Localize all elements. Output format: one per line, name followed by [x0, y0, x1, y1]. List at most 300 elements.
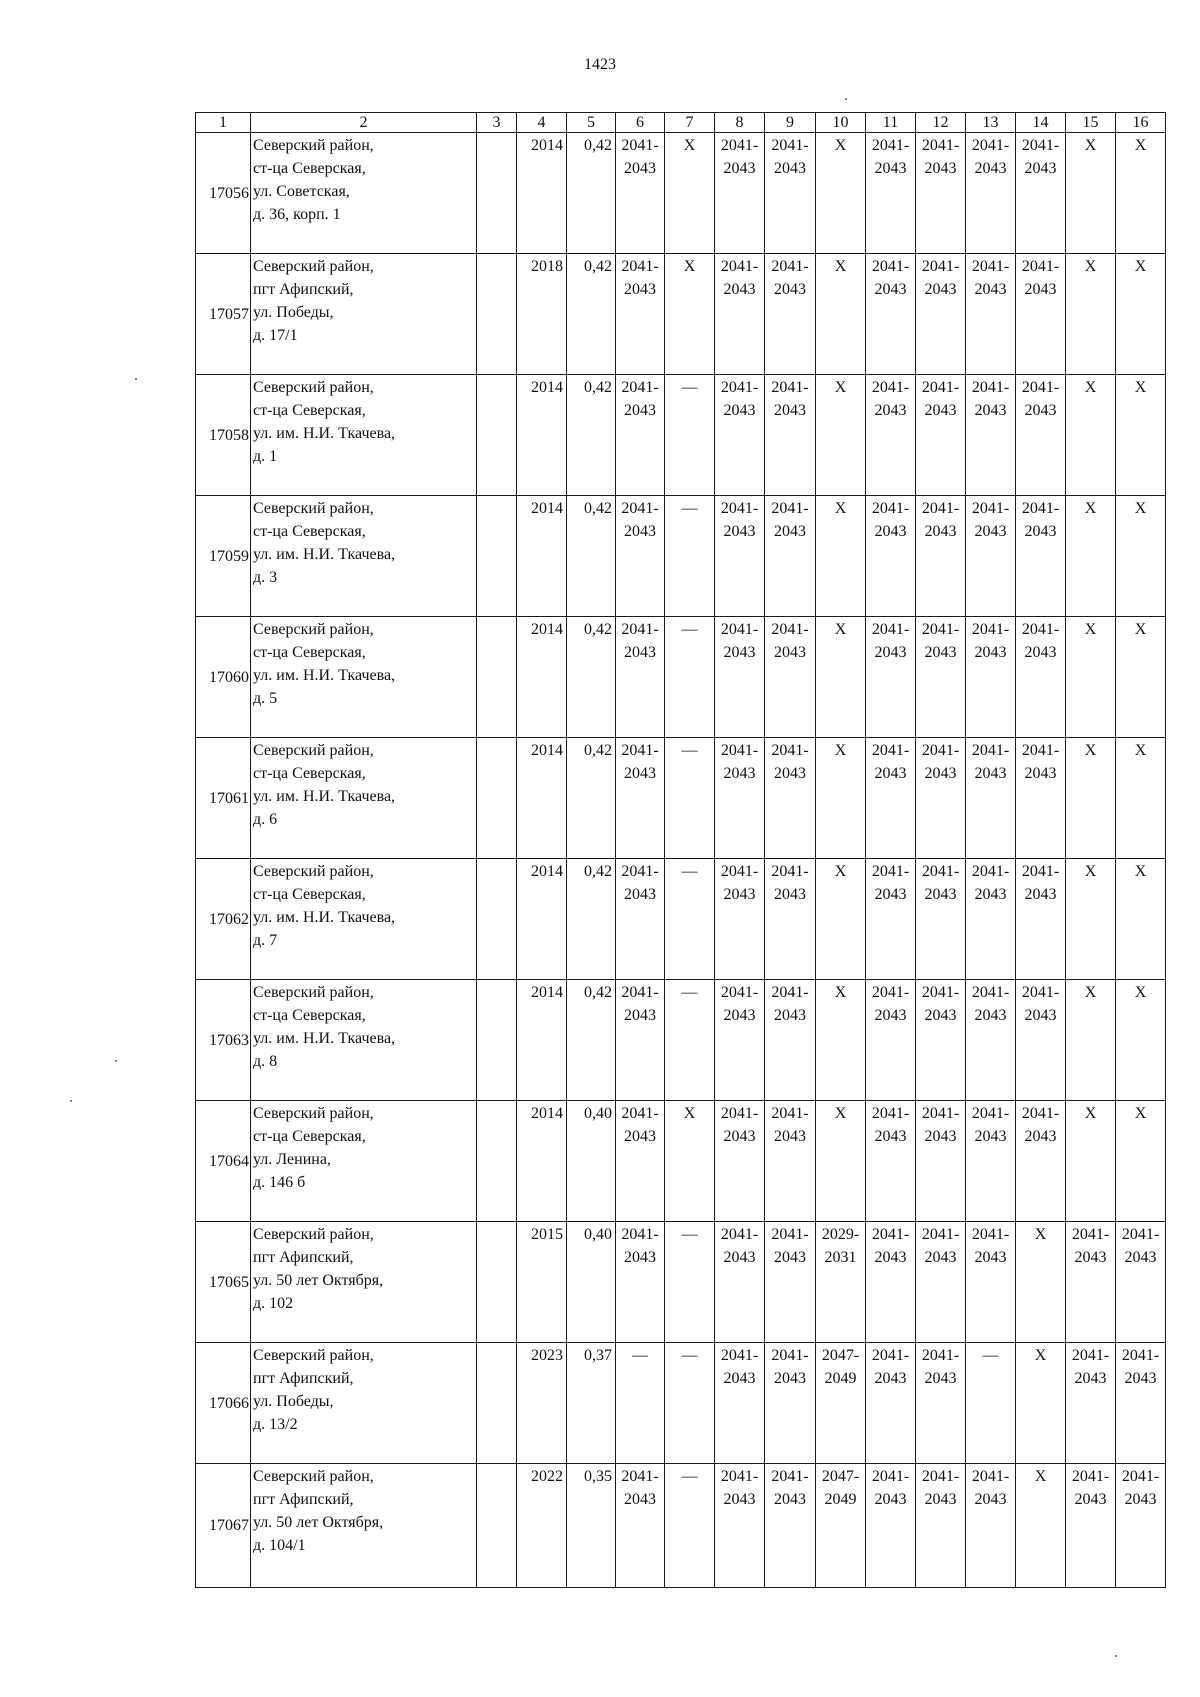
address-line: пгт Афипский,: [253, 1249, 354, 1266]
cell-col-10: [816, 617, 866, 738]
cell-value: 2041-: [871, 258, 910, 275]
cell-value: X: [1084, 863, 1097, 880]
cell-col-10: [816, 738, 866, 859]
cell-value: 2041-: [621, 379, 659, 396]
table-row: [196, 1101, 1166, 1222]
cell-col-15: [1066, 980, 1116, 1101]
cell-col-7: [665, 1343, 715, 1464]
cell-value: 2043: [974, 644, 1007, 661]
cell-col-12: [916, 859, 966, 980]
address-line: Северский район,: [253, 863, 374, 880]
cell-value: 2041-: [921, 137, 960, 154]
cell-value: 2043: [924, 886, 957, 903]
cell-col-4: 2015: [517, 1222, 567, 1343]
cell-col-12: [916, 254, 966, 375]
cell-value: 2043: [1124, 1370, 1157, 1387]
cell-value: 2041-: [871, 863, 910, 880]
address-line: д. 102: [253, 1295, 294, 1312]
cell-col-13: [966, 1222, 1016, 1343]
cell-value: 2043: [774, 644, 806, 661]
address-cell: [251, 1343, 477, 1464]
cell-value: 2041-: [720, 1468, 759, 1485]
cell-col-4: 2014: [517, 617, 567, 738]
cell-col-16: [1116, 980, 1166, 1101]
cell-value: X: [1134, 379, 1147, 396]
cell-value: 2043: [624, 523, 656, 540]
cell-value: 2041-: [621, 984, 659, 1001]
cell-value: X: [1084, 742, 1097, 759]
address-line: д. 5: [253, 690, 278, 707]
cell-col-4: 2023: [517, 1343, 567, 1464]
cell-value: 2041-: [971, 863, 1010, 880]
cell-col-11: [866, 1222, 916, 1343]
cell-value: 2041-: [921, 1347, 960, 1364]
cell-col-8: [715, 859, 765, 980]
cell-col-13: [966, 1343, 1016, 1464]
cell-value: 2043: [624, 1249, 656, 1266]
cell-col-3: [477, 738, 517, 859]
cell-value: 2041-: [1071, 1226, 1110, 1243]
cell-value: 2043: [774, 281, 806, 298]
address-line: пгт Афипский,: [253, 1491, 354, 1508]
row-number: 17058: [196, 375, 251, 496]
cell-col-11: [866, 859, 916, 980]
cell-col-3: [477, 1101, 517, 1222]
cell-col-7: [665, 1222, 715, 1343]
cell-value: —: [681, 863, 698, 880]
table-row: [196, 980, 1166, 1101]
cell-value: 2043: [1024, 523, 1057, 540]
cell-value: X: [834, 137, 847, 154]
cell-value: 2043: [774, 523, 806, 540]
cell-value: 2043: [924, 1007, 957, 1024]
cell-value: X: [1034, 1226, 1047, 1243]
cell-col-4: 2014: [517, 738, 567, 859]
cell-value: 2043: [1024, 1128, 1057, 1145]
cell-col-15: [1066, 496, 1116, 617]
cell-value: X: [1084, 1105, 1097, 1122]
cell-col-5: 0,40: [567, 1101, 616, 1222]
cell-value: X: [1134, 137, 1147, 154]
address-line: Северский район,: [253, 137, 374, 154]
cell-value: 2043: [774, 886, 806, 903]
cell-value: 2041-: [971, 1105, 1010, 1122]
cell-col-3: [477, 980, 517, 1101]
cell-col-15: [1066, 859, 1116, 980]
cell-col-10: [816, 1343, 866, 1464]
table-row: [196, 133, 1166, 254]
cell-value: 2041-: [771, 1347, 809, 1364]
table-row: [196, 859, 1166, 980]
registry-table: [195, 112, 1166, 1588]
table-row: [196, 738, 1166, 859]
cell-value: 2041-: [921, 621, 960, 638]
cell-value: 2043: [924, 1249, 957, 1266]
address-line: Северский район,: [253, 621, 374, 638]
address-line: Северский район,: [253, 984, 374, 1001]
cell-value: 2043: [974, 523, 1007, 540]
cell-value: X: [1134, 863, 1147, 880]
cell-col-6: [616, 1343, 665, 1464]
cell-value: 2041-: [1021, 742, 1060, 759]
cell-col-15: [1066, 1101, 1116, 1222]
cell-col-11: [866, 980, 916, 1101]
cell-value: 2041-: [771, 1105, 809, 1122]
cell-col-14: [1016, 1101, 1066, 1222]
cell-col-9: [765, 375, 816, 496]
cell-value: X: [1134, 984, 1147, 1001]
address-cell: [251, 1101, 477, 1222]
address-line: Северский район,: [253, 379, 374, 396]
cell-value: 2041-: [720, 379, 759, 396]
cell-value: 2041-: [921, 1105, 960, 1122]
cell-value: 2043: [924, 1128, 957, 1145]
cell-value: 2043: [974, 160, 1007, 177]
cell-col-9: [765, 133, 816, 254]
cell-value: 2041-: [1121, 1468, 1160, 1485]
cell-col-3: [477, 496, 517, 617]
cell-col-14: [1016, 859, 1066, 980]
cell-value: 2041-: [971, 984, 1010, 1001]
cell-col-10: [816, 1222, 866, 1343]
cell-value: 2043: [774, 402, 806, 419]
cell-value: 2043: [874, 886, 907, 903]
cell-col-9: [765, 1343, 816, 1464]
cell-col-6: [616, 1464, 665, 1588]
cell-value: X: [834, 258, 847, 275]
cell-value: X: [834, 379, 847, 396]
address-line: ст-ца Северская,: [253, 523, 366, 540]
cell-value: 2041-: [1021, 1105, 1060, 1122]
cell-col-5: 0,42: [567, 254, 616, 375]
row-number: 17064: [196, 1101, 251, 1222]
cell-value: X: [1084, 258, 1097, 275]
address-line: д. 17/1: [253, 327, 298, 344]
cell-col-12: [916, 496, 966, 617]
cell-col-8: [715, 1101, 765, 1222]
cell-value: 2041-: [720, 1347, 759, 1364]
cell-value: X: [1134, 1105, 1147, 1122]
cell-col-16: [1116, 375, 1166, 496]
cell-col-8: [715, 254, 765, 375]
cell-col-13: [966, 738, 1016, 859]
cell-col-16: [1116, 1222, 1166, 1343]
cell-col-7: [665, 375, 715, 496]
cell-value: 2043: [723, 402, 756, 419]
address-line: ул. Победы,: [253, 1393, 334, 1410]
cell-col-7: [665, 496, 715, 617]
cell-value: 2043: [874, 402, 907, 419]
cell-col-6: [616, 617, 665, 738]
cell-value: —: [982, 1347, 999, 1364]
cell-value: 2041-: [1021, 258, 1060, 275]
cell-col-12: [916, 617, 966, 738]
cell-value: 2043: [723, 1491, 756, 1508]
cell-value: 2047-: [821, 1347, 860, 1364]
cell-value: 2041-: [621, 621, 659, 638]
address-line: Северский район,: [253, 500, 374, 517]
cell-col-10: [816, 375, 866, 496]
cell-value: 2041-: [720, 1105, 759, 1122]
cell-value: 2043: [624, 1007, 656, 1024]
cell-value: X: [683, 1105, 696, 1122]
cell-col-16: [1116, 1464, 1166, 1588]
address-line: ст-ца Северская,: [253, 1007, 366, 1024]
cell-col-3: [477, 859, 517, 980]
cell-col-11: [866, 738, 916, 859]
cell-value: 2043: [723, 644, 756, 661]
cell-col-14: [1016, 133, 1066, 254]
cell-value: 2043: [1124, 1491, 1157, 1508]
cell-col-4: 2014: [517, 859, 567, 980]
cell-value: 2043: [723, 160, 756, 177]
cell-value: 2041-: [771, 1226, 809, 1243]
cell-value: X: [1134, 742, 1147, 759]
cell-col-14: [1016, 1222, 1066, 1343]
cell-col-14: [1016, 617, 1066, 738]
address-line: ул. им. Н.И. Ткачева,: [253, 546, 396, 563]
cell-value: 2043: [624, 160, 656, 177]
row-number: 17059: [196, 496, 251, 617]
cell-value: 2041-: [720, 984, 759, 1001]
cell-col-4: 2014: [517, 133, 567, 254]
cell-value: X: [1084, 984, 1097, 1001]
cell-value: 2043: [1024, 886, 1057, 903]
cell-value: —: [632, 1347, 648, 1364]
cell-col-13: [966, 859, 1016, 980]
cell-col-12: [916, 1222, 966, 1343]
cell-col-10: [816, 859, 866, 980]
address-cell: [251, 738, 477, 859]
cell-col-13: [966, 375, 1016, 496]
cell-value: X: [1084, 500, 1097, 517]
address-cell: [251, 1464, 477, 1588]
cell-value: 2041-: [871, 621, 910, 638]
cell-value: 2041-: [1021, 379, 1060, 396]
cell-col-5: 0,40: [567, 1222, 616, 1343]
cell-value: 2041-: [720, 742, 759, 759]
cell-value: 2043: [774, 1128, 806, 1145]
address-line: Северский район,: [253, 1347, 374, 1364]
page-number: 1423: [584, 56, 616, 73]
cell-col-10: [816, 980, 866, 1101]
cell-col-8: [715, 133, 765, 254]
cell-col-11: [866, 375, 916, 496]
column-header-2: 2: [251, 113, 477, 133]
cell-col-11: [866, 1101, 916, 1222]
cell-col-14: [1016, 1464, 1066, 1588]
table-row: [196, 496, 1166, 617]
address-line: пгт Афипский,: [253, 281, 354, 298]
cell-value: 2043: [774, 1249, 806, 1266]
cell-col-15: [1066, 1464, 1116, 1588]
cell-value: 2043: [723, 886, 756, 903]
address-cell: [251, 859, 477, 980]
address-line: ул. Победы,: [253, 304, 334, 321]
cell-value: X: [1084, 379, 1097, 396]
cell-value: 2043: [774, 1370, 806, 1387]
column-header-4: 4: [517, 113, 567, 133]
cell-col-16: [1116, 738, 1166, 859]
cell-value: 2031: [824, 1249, 857, 1266]
cell-value: X: [1084, 137, 1097, 154]
cell-col-12: [916, 738, 966, 859]
cell-col-14: [1016, 738, 1066, 859]
table-row: [196, 375, 1166, 496]
cell-value: 2043: [624, 1128, 656, 1145]
cell-value: X: [683, 258, 696, 275]
cell-col-16: [1116, 859, 1166, 980]
cell-col-11: [866, 496, 916, 617]
address-line: ст-ца Северская,: [253, 402, 366, 419]
cell-value: 2041-: [971, 500, 1010, 517]
row-number: 17065: [196, 1222, 251, 1343]
cell-value: 2041-: [971, 621, 1010, 638]
address-cell: [251, 1222, 477, 1343]
address-line: ул. им. Н.И. Ткачева,: [253, 788, 396, 805]
cell-value: —: [681, 1468, 698, 1485]
cell-col-9: [765, 254, 816, 375]
cell-value: 2041-: [720, 1226, 759, 1243]
cell-col-5: 0,42: [567, 496, 616, 617]
cell-value: 2043: [924, 281, 957, 298]
cell-col-5: 0,37: [567, 1343, 616, 1464]
cell-value: 2043: [924, 1370, 957, 1387]
scan-speck: [70, 1100, 72, 1102]
cell-col-5: 0,42: [567, 617, 616, 738]
address-line: ст-ца Северская,: [253, 644, 366, 661]
cell-value: 2041-: [1121, 1226, 1160, 1243]
cell-value: 2041-: [1121, 1347, 1160, 1364]
cell-col-11: [866, 254, 916, 375]
cell-value: 2041-: [871, 500, 910, 517]
cell-value: 2043: [974, 1007, 1007, 1024]
cell-col-15: [1066, 133, 1116, 254]
cell-col-5: 0,35: [567, 1464, 616, 1588]
cell-col-3: [477, 375, 517, 496]
cell-col-10: [816, 133, 866, 254]
column-header-11: 11: [866, 113, 916, 133]
cell-value: 2041-: [771, 742, 809, 759]
cell-value: 2043: [1024, 160, 1057, 177]
cell-col-10: [816, 1101, 866, 1222]
cell-col-7: [665, 1101, 715, 1222]
cell-value: 2041-: [1021, 500, 1060, 517]
cell-col-14: [1016, 980, 1066, 1101]
cell-col-8: [715, 375, 765, 496]
address-line: д. 1: [253, 448, 278, 465]
table-row: [196, 1464, 1166, 1588]
cell-col-10: [816, 1464, 866, 1588]
cell-col-4: 2022: [517, 1464, 567, 1588]
scan-speck: [135, 378, 137, 380]
address-line: д. 13/2: [253, 1416, 298, 1433]
cell-value: 2041-: [1021, 621, 1060, 638]
cell-col-6: [616, 980, 665, 1101]
row-number: 17060: [196, 617, 251, 738]
column-header-6: 6: [616, 113, 665, 133]
column-header-12: 12: [916, 113, 966, 133]
cell-col-7: [665, 254, 715, 375]
address-line: пгт Афипский,: [253, 1370, 354, 1387]
cell-value: 2041-: [621, 1226, 659, 1243]
cell-value: 2043: [774, 1007, 806, 1024]
cell-value: 2043: [1024, 644, 1057, 661]
cell-col-15: [1066, 738, 1116, 859]
cell-col-12: [916, 375, 966, 496]
address-cell: [251, 980, 477, 1101]
cell-col-16: [1116, 496, 1166, 617]
cell-col-12: [916, 133, 966, 254]
cell-value: 2041-: [771, 621, 809, 638]
cell-value: 2043: [1024, 281, 1057, 298]
cell-col-8: [715, 1343, 765, 1464]
cell-col-16: [1116, 133, 1166, 254]
cell-value: —: [681, 621, 698, 638]
cell-value: —: [681, 500, 698, 517]
cell-value: 2041-: [921, 1468, 960, 1485]
cell-col-5: 0,42: [567, 133, 616, 254]
cell-value: 2043: [774, 765, 806, 782]
cell-col-4: 2014: [517, 980, 567, 1101]
cell-col-6: [616, 1101, 665, 1222]
cell-col-12: [916, 1464, 966, 1588]
cell-col-12: [916, 980, 966, 1101]
cell-value: 2041-: [720, 258, 759, 275]
cell-value: 2043: [624, 281, 656, 298]
cell-value: 2043: [874, 1128, 907, 1145]
cell-col-12: [916, 1343, 966, 1464]
cell-value: X: [834, 500, 847, 517]
cell-col-3: [477, 133, 517, 254]
cell-value: —: [681, 1226, 698, 1243]
cell-value: 2043: [1024, 765, 1057, 782]
column-header-5: 5: [567, 113, 616, 133]
cell-value: X: [1084, 621, 1097, 638]
cell-value: 2043: [974, 402, 1007, 419]
cell-value: 2043: [974, 886, 1007, 903]
cell-value: 2043: [723, 1370, 756, 1387]
cell-col-9: [765, 496, 816, 617]
cell-col-14: [1016, 254, 1066, 375]
cell-col-16: [1116, 617, 1166, 738]
address-line: д. 146 б: [253, 1174, 306, 1191]
cell-col-3: [477, 1343, 517, 1464]
cell-col-5: 0,42: [567, 859, 616, 980]
column-header-15: 15: [1066, 113, 1116, 133]
cell-value: 2041-: [871, 379, 910, 396]
cell-col-5: 0,42: [567, 738, 616, 859]
cell-col-13: [966, 1101, 1016, 1222]
cell-value: 2041-: [621, 742, 659, 759]
address-line: ст-ца Северская,: [253, 886, 366, 903]
cell-col-6: [616, 496, 665, 617]
cell-col-3: [477, 254, 517, 375]
cell-value: 2041-: [971, 742, 1010, 759]
cell-col-8: [715, 738, 765, 859]
cell-col-14: [1016, 375, 1066, 496]
address-line: ул. им. Н.И. Ткачева,: [253, 1030, 396, 1047]
address-line: ул. им. Н.И. Ткачева,: [253, 667, 396, 684]
cell-value: 2043: [874, 281, 907, 298]
scan-speck: [115, 1060, 117, 1062]
cell-value: 2043: [723, 1128, 756, 1145]
cell-value: 2043: [624, 886, 656, 903]
address-line: д. 3: [253, 569, 278, 586]
cell-value: 2043: [1024, 402, 1057, 419]
column-header-9: 9: [765, 113, 816, 133]
cell-col-6: [616, 254, 665, 375]
